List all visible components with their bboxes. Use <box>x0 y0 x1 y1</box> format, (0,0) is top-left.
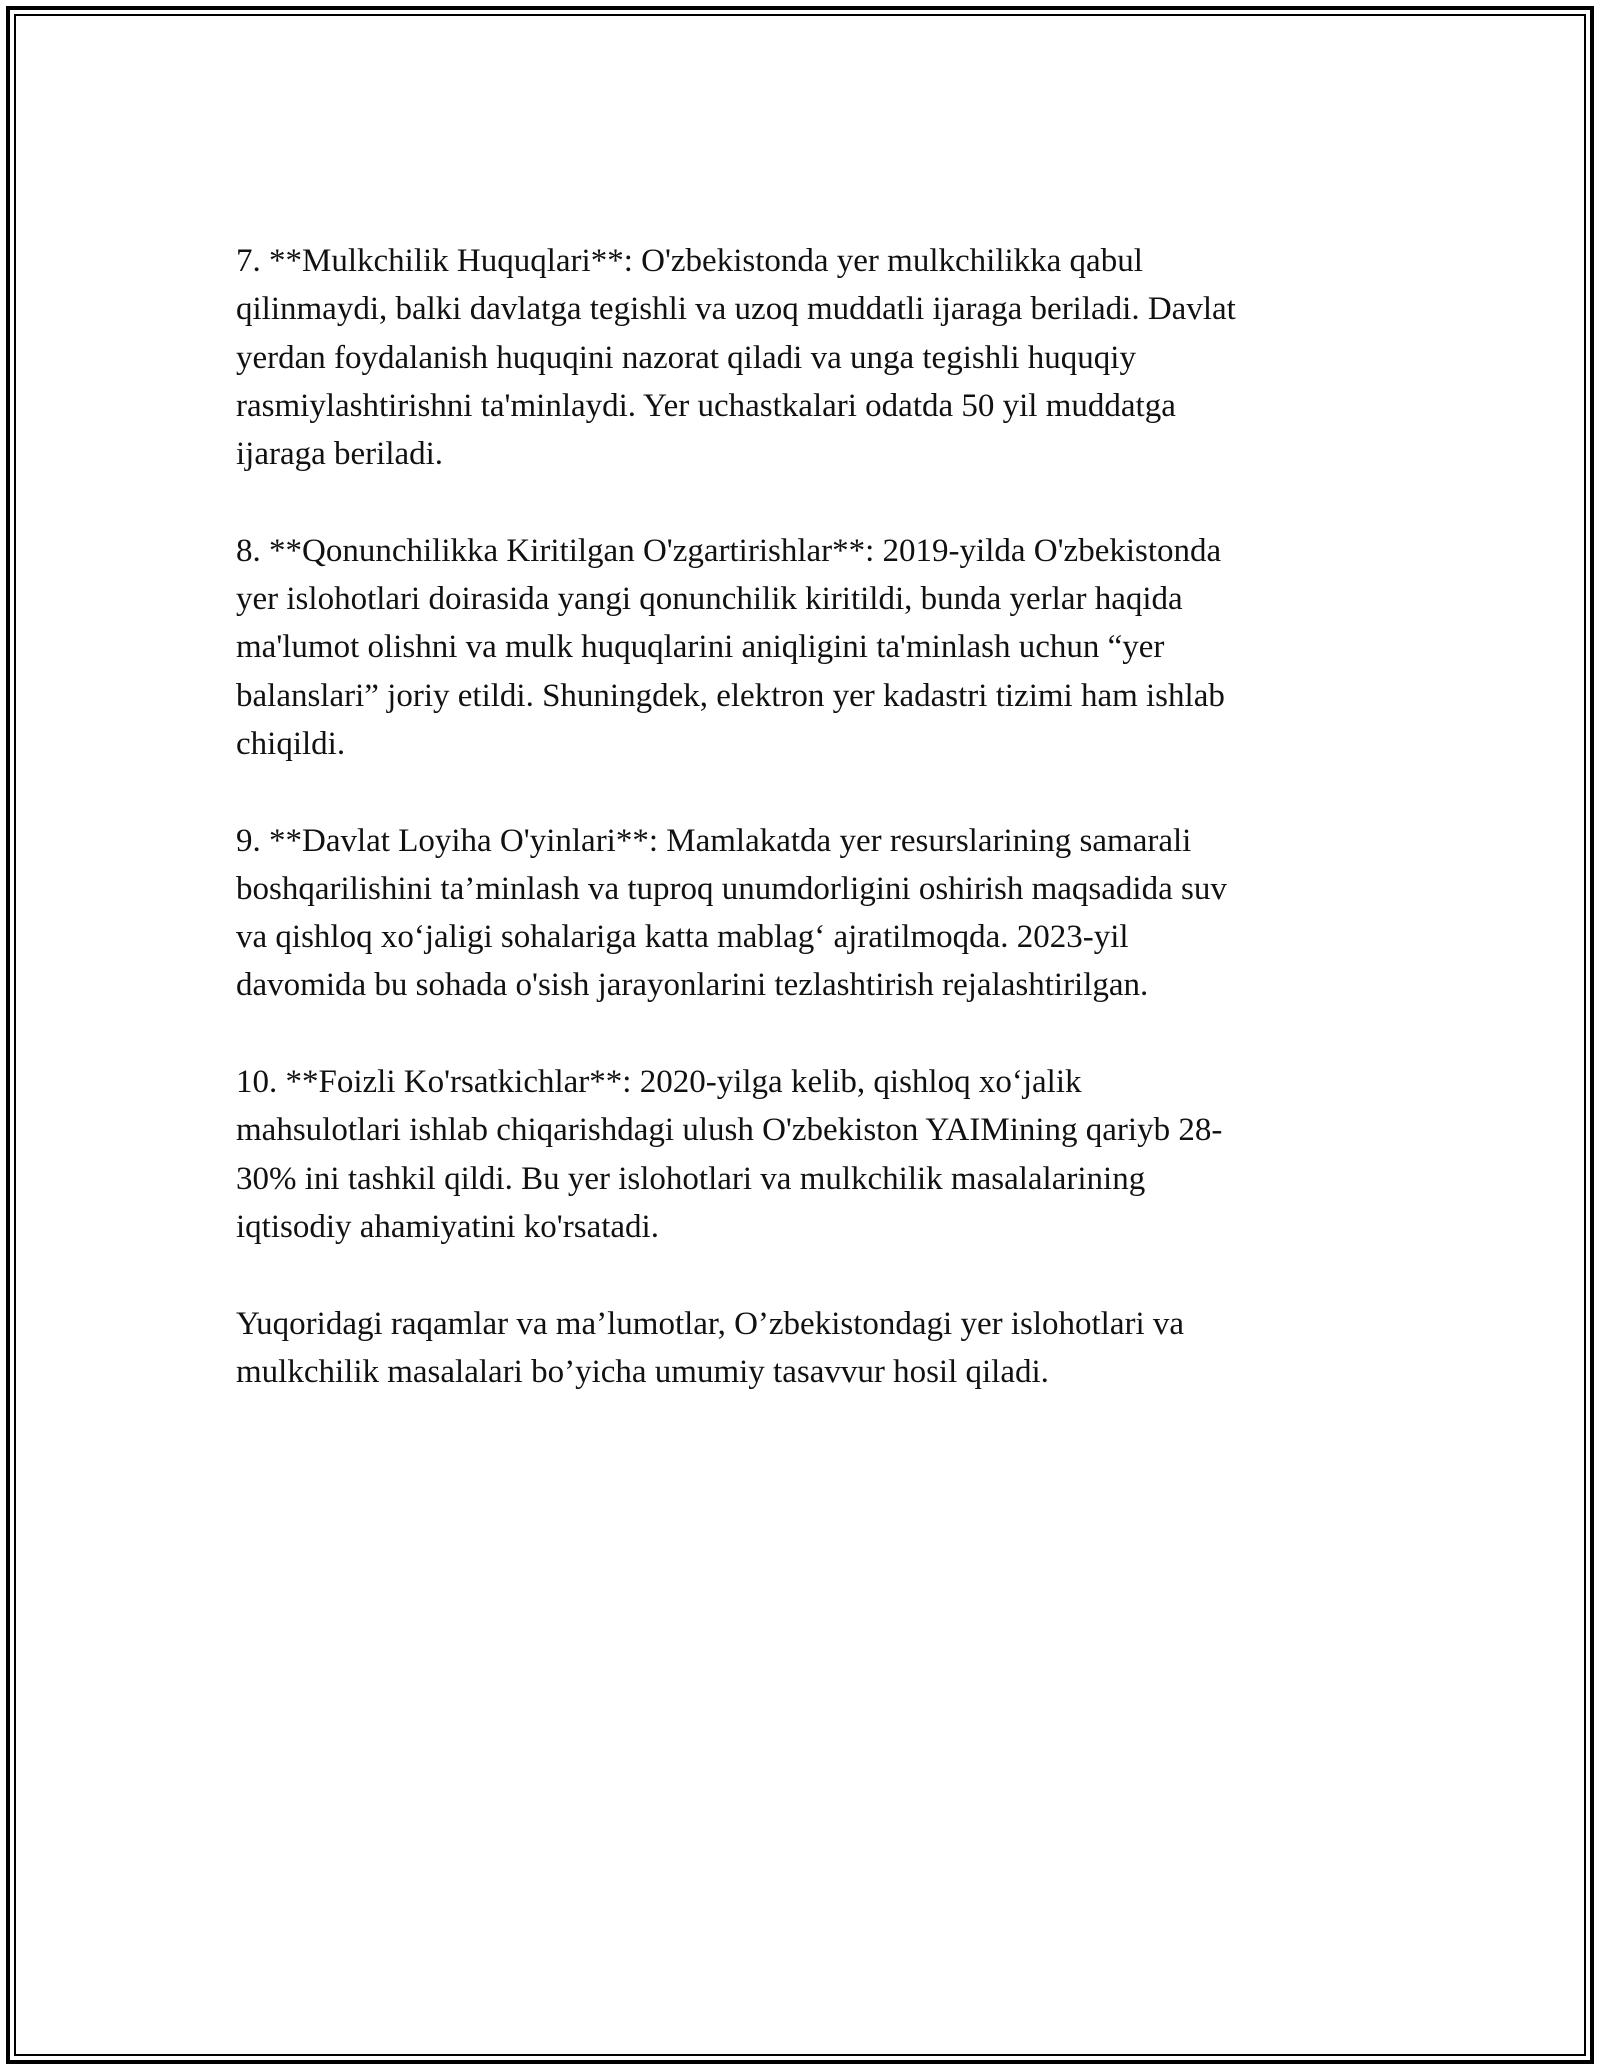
text-line: iqtisodiy ahamiyatini ko'rsatadi. <box>236 1208 659 1245</box>
text-line: 30% ini tashkil qildi. Bu yer islohotlari va mulkchilik masalalarining <box>236 1160 1146 1197</box>
text-line: mahsulotlari ishlab chiqarishdagi ulush O'zbekiston YAIMining qariyb 28- <box>236 1112 1223 1149</box>
text-line: rasmiylashtirishni ta'minlaydi. Yer uchastkalari odatda 50 yil muddatga <box>236 387 1176 424</box>
text-line: 7. **Mulkchilik Huquqlari**: O'zbekistonda yer mulkchilikka qabul <box>236 243 1143 279</box>
text-line: boshqarilishini ta’minlash va tuproq unumdorligini oshirish maqsadida suv <box>236 870 1227 907</box>
text-line: qilinmaydi, balki davlatga tegishli va uzoq muddatli ijaraga beriladi. Davlat <box>236 291 1236 328</box>
text-line: chiqildi. <box>236 725 346 762</box>
paragraph-qonunchilik <box>236 527 1356 768</box>
text-line: ijaraga beriladi. <box>236 436 444 473</box>
text-line: davomida bu sohada o'sish jarayonlarini tezlashtirish rejalashtirilgan. <box>236 967 1149 1004</box>
text-line: 9. **Davlat Loyiha O'yinlari**: Mamlakatda yer resurslarining samarali <box>236 822 1192 859</box>
document-body <box>236 237 1356 1444</box>
paragraph-davlat-loyiha <box>236 817 1356 1010</box>
text-line: yer islohotlari doirasida yangi qonunchilik kiritildi, bunda yerlar haqida <box>236 581 1183 618</box>
text-line: ma'lumot olishni va mulk huquqlarini aniqligini ta'minlash uchun “yer <box>236 629 1165 666</box>
text-line: yerdan foydalanish huquqini nazorat qiladi va unga tegishli huquqiy <box>236 339 1136 376</box>
text-line: mulkchilik masalalari bo’yicha umumiy tasavvur hosil qiladi. <box>236 1353 1049 1390</box>
text-line: 8. **Qonunchilikka Kiritilgan O'zgartirishlar**: 2019-yilda O'zbekistonda <box>236 532 1222 569</box>
paragraph-summary <box>236 1300 1356 1397</box>
paragraph-mulkchilik-huquqlari <box>236 237 1356 478</box>
text-line: 10. **Foizli Ko'rsatkichlar**: 2020-yilga kelib, qishloq xo‘jalik <box>236 1064 1082 1101</box>
text-line: Yuqoridagi raqamlar va ma’lumotlar, O’zbekistondagi yer islohotlari va <box>236 1305 1185 1342</box>
text-line: balanslari” joriy etildi. Shuningdek, elektron yer kadastri tizimi ham ishlab <box>236 677 1225 714</box>
paragraph-foizli-korsatkichlar <box>236 1058 1356 1251</box>
text-line: va qishloq xo‘jaligi sohalariga katta mablag‘ ajratilmoqda. 2023-yil <box>236 919 1129 956</box>
